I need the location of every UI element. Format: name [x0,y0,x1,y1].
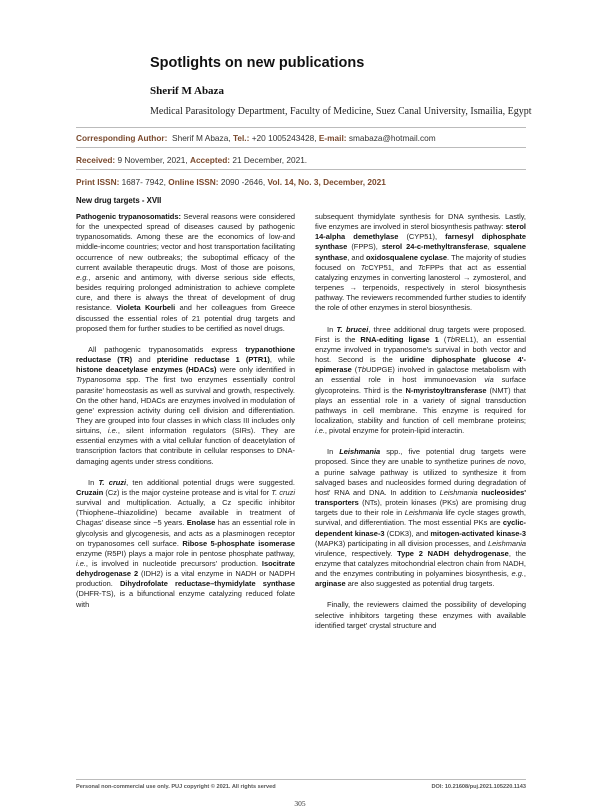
section-title: New drug targets - XVII [76,196,162,205]
copyright-notice: Personal non-commercial use only. PUJ copyright © 2021. All rights served [76,784,276,790]
tel-value: +20 1005243428 [251,133,315,143]
paragraph: Finally, the reviewers claimed the possibility of developing selective inhibitors targeting these enzymes with available identified target' crystal structure and [315,600,526,630]
tel-label: Tel.: [232,133,250,143]
paragraph: All pathogenic trypanosomatids express trypanothione reductase (TR) and pteridine reductase 1 (PTR1), while histone deacetylase enzymes (HDACs) were only identified in Trypanosoma spp. The first two enzymes essentially control parasite' homeostasis as well as survival and growth, respectively. On the other hand, HDACs are enzymes involved in modulation of gene' expression activity during cell division and differentiation. They are grouped into four classes in which class III includes only sirtuins, i.e., silent information regulators (SIRs). They are essential enzymes with a vital cellular function of deacetylation of transcription factors that contribute in cellular responses to DNA-damaging agents under stress conditions. [76,344,295,466]
online-value: 2090 -2646 [220,177,263,187]
received-value: 9 November, 2021 [117,155,186,165]
paragraph: In T. brucei, three additional drug targets were proposed. First is the RNA-editing ligase 1 (TbREL1), an essential enzyme involved in trypanosome's survival in both vector and host. Second is the uridine diphosphate glucose 4'-epimerase (TbUDPGE) involved in galactose metabolism with an essential role in host immunoevasion via surface glycoproteins. Third is the N-myristoyltransferase (NMT) that plays an essential role in a variety of signal transduction pathways in cell membrane. This enzyme is required for localization, stability and function of cell membrane proteins; i.e., pivotal enzyme for protein-lipid interactin. [315,324,526,436]
divider [76,169,526,170]
email-link[interactable]: smabaza@hotmail.com [348,133,436,143]
paragraph: In Leishmania spp., five potential drug targets were proposed. Since they are unable to synthetize purines de novo, a purine salvage pathway is utilized to synthesize it from salvaged bases and nucleosides formed during degradation of host' RNA and DNA. In addition to Leishmania nucleosides' transporters (NTs), protein kinases (PKs) are promising drug targets due to their role in Leishmania life cycle stages growth, survival, and differentiation. The most essential PKs are cyclic-dependent kinase-3 (CDK3), and mitogen-activated kinase-3 (MAPK3) participating in all division processes, and Leishmania virulence, respectively. Type 2 NADH dehydrogenase, the enzyme that catalyzes mitochondrial electron chain from NADH, and the enzymes contributing in polyamines biosynthesis, e.g., arginase are also suggested as potential drug targets. [315,447,527,589]
accepted-value: 21 December, 2021. [232,155,308,165]
divider [76,127,526,128]
print-label: Print ISSN: [76,177,120,187]
doi[interactable]: DOI: 10.21608/puj.2021.105220.1143 [431,784,526,790]
divider [76,779,526,780]
received-label: Received: [76,155,116,165]
footer [76,784,526,790]
print-value: 1687- 7942 [121,177,164,187]
volume-info: Vol. 14, No. 3, December, 2021 [267,177,386,187]
article-title: Spotlights on new publications [150,55,365,71]
online-label: Online ISSN: [168,177,219,187]
corr-name: Sherif M Abaza [172,133,229,143]
accepted-label: Accepted: [189,155,231,165]
paragraph: Pathogenic trypanosomatids: Several reasons were considered for the unexpected spread of diseases caused by pathogenic trypanosomatids. Among these are the economics of low-and middle-income countries; vector and host transportation facilitating occurrence of new outbreaks; the suboptimal efficacy of the current available therapeutic drugs. Most of those are poisons, e.g., arsenic and antimony, with diverse serious side effects, besides requiring prolonged administration to achieve complete cure, and there is always the threat of development of drug resistance. Violeta Kourbeli and her colleagues from Greece discussed the essential roles of 21 potential drug targets and proposed them for further studies to be certified as novel drugs. [76,212,295,333]
divider [76,147,526,148]
paragraph: subsequent thymidylate synthesis for DNA synthesis. Lastly, five enzymes are involved in sterol biosynthesis pathway: sterol 14-alpha demethylase (CYP51), farnesyl diphosphate synthase (FPPS), sterol 24-c-methyltransferase, squalene synthase, and oxidosqualene cyclase. The majority of studies focused on TcCYP51, and TcFPPs that act as essential catalyzing enzymes in converting lanosterol → zymosterol, and terpenes → terpenoids, respectively in sterol biosynthesis pathway. The reviewers recommended further studies to identify the role of other enzymes in sterol biosynthesis. [315,212,527,313]
paragraph: In T. cruzi, ten additional potential drugs were suggested. Cruzain (Cz) is the major cysteine protease and is vital for T. cruzi survival and multiplication. Actually, a Cz specific inhibitor (Thiophene–thiazolidine) became available in treatment of Chagas' disease since ~5 years. Enolase has an essential role in glycolysis and glycogenesis, and acts as a plasminogen receptor on trypanosomes cell surface. Ribose 5-phosphate isomerase enzyme (R5PI) plays a major role in pentose phosphate pathway, i.e., is involved in nucleotide precursors' production. Isocitrate dehydrogenase 2 (IDH2) is a vital enzyme in NADH or NADPH production. Dihydrofolate reductase–thymidylate synthase (DHFR-TS), is a bifunctional enzyme catalyzing reduced folate with [76,477,295,609]
dates-line: Received: 9 November, 2021, Accepted: 21 December, 2021. [76,155,308,165]
author-name: Sherif M Abaza [150,85,224,97]
affiliation: Medical Parasitology Department, Faculty of Medicine, Suez Canal University, Ismailia, Egypt [150,106,532,117]
corr-label: Corresponding Author: [76,133,168,143]
page-number: 305 [294,799,306,808]
body-column-right [315,212,526,642]
email-label: E-mail: [318,133,347,143]
body-column-left [76,212,295,621]
issn-line: Print ISSN: 1687- 7942, Online ISSN: 2090 -2646, Vol. 14, No. 3, December, 2021 [76,177,386,187]
corresponding-author-line: Corresponding Author: Sherif M Abaza, Tel.: +20 1005243428, E-mail: smabaza@hotmail.com [76,133,436,143]
